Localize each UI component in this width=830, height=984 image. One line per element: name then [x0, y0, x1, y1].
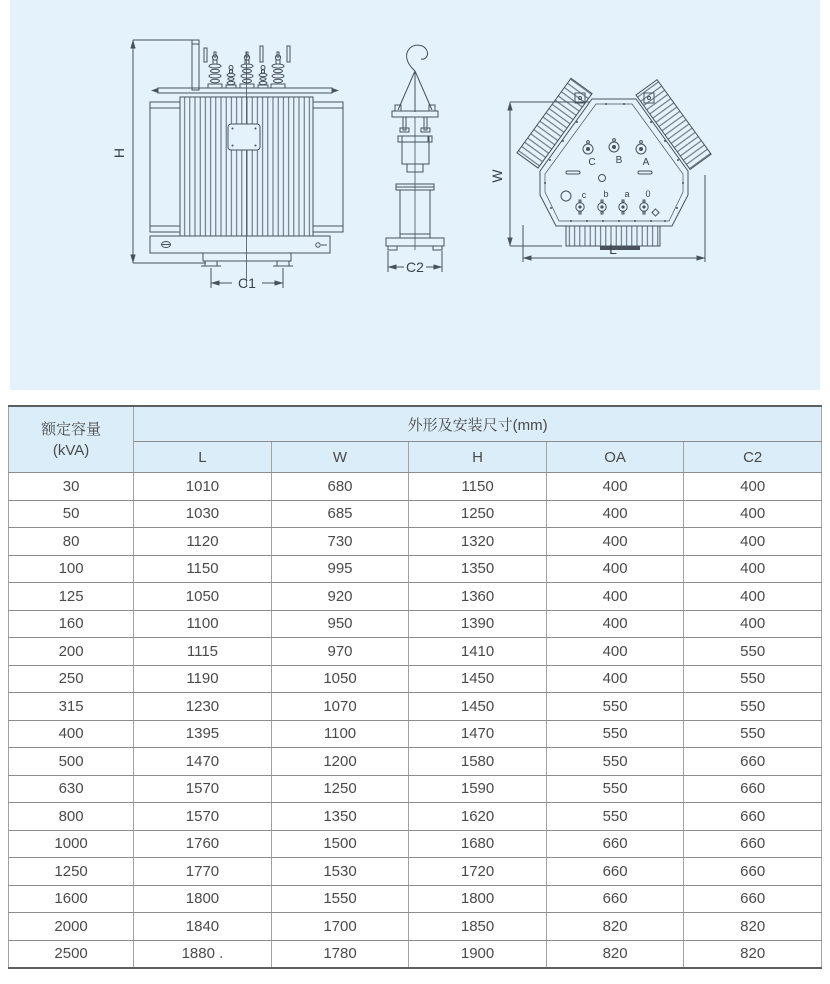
dimension-value: 1470 [409, 720, 547, 748]
table-row [9, 693, 822, 721]
dimension-value: 1700 [271, 913, 409, 941]
dimension-value: 1840 [134, 913, 272, 941]
table-row [9, 748, 822, 776]
dimension-value: 920 [271, 583, 409, 611]
table-row [9, 803, 822, 831]
capacity-value: 2500 [9, 940, 134, 968]
dimension-value: 550 [546, 775, 684, 803]
dimension-value: 1500 [271, 830, 409, 858]
table-header-row-group [9, 406, 822, 442]
dimension-value: 1570 [134, 803, 272, 831]
dimension-value: 1760 [134, 830, 272, 858]
table-row [9, 913, 822, 941]
dimension-value: 1190 [134, 665, 272, 693]
dimension-value: 1350 [409, 555, 547, 583]
dimension-value: 1115 [134, 638, 272, 666]
capacity-value: 125 [9, 583, 134, 611]
header-col-h: H [409, 442, 547, 473]
table-row [9, 885, 822, 913]
lv-label-b: b [603, 189, 609, 199]
dimension-value: 1250 [409, 500, 547, 528]
dimension-value: 1320 [409, 528, 547, 556]
lv-label-0: 0 [645, 189, 651, 199]
dimension-value: 550 [546, 748, 684, 776]
dimension-value: 1010 [134, 473, 272, 501]
lv-label-a: a [624, 189, 630, 199]
dimension-value: 950 [271, 610, 409, 638]
dimension-value: 550 [546, 803, 684, 831]
dimension-value: 1580 [409, 748, 547, 776]
table-row [9, 473, 822, 501]
dimension-value: 660 [684, 830, 822, 858]
table-row [9, 610, 822, 638]
top-view-diagram [489, 78, 711, 262]
dimension-value: 550 [684, 720, 822, 748]
phase-label-c: C [588, 157, 596, 168]
dim-label-h: H [111, 147, 127, 159]
dimension-value: 400 [546, 555, 684, 583]
capacity-value: 250 [9, 665, 134, 693]
dimension-value: 1250 [271, 775, 409, 803]
dimension-value: 660 [684, 748, 822, 776]
table-row [9, 665, 822, 693]
dimension-value: 400 [684, 528, 822, 556]
dimension-value: 660 [684, 885, 822, 913]
dim-label-w: W [489, 169, 505, 183]
table-row [9, 830, 822, 858]
dimension-value: 730 [271, 528, 409, 556]
dimension-value: 1120 [134, 528, 272, 556]
dimension-value: 1720 [409, 858, 547, 886]
dimension-value: 820 [684, 940, 822, 968]
dimension-value: 400 [684, 583, 822, 611]
dimension-value: 550 [684, 638, 822, 666]
capacity-value: 1600 [9, 885, 134, 913]
dimension-value: 1850 [409, 913, 547, 941]
table-row [9, 720, 822, 748]
dimension-value: 1780 [271, 940, 409, 968]
capacity-value: 400 [9, 720, 134, 748]
dimension-value: 550 [546, 693, 684, 721]
header-col-oa: OA [546, 442, 684, 473]
dimension-value: 1530 [271, 858, 409, 886]
dimension-value: 820 [546, 940, 684, 968]
dimension-value: 1070 [271, 693, 409, 721]
dimension-value: 1150 [134, 555, 272, 583]
dim-label-c2: C2 [406, 259, 424, 275]
dimension-value: 1620 [409, 803, 547, 831]
capacity-value: 315 [9, 693, 134, 721]
dim-label-l: L [609, 241, 617, 257]
front-view-diagram [111, 40, 343, 291]
dimension-value: 1570 [134, 775, 272, 803]
dimension-value: 820 [684, 913, 822, 941]
dimensions-table [8, 405, 822, 969]
dimension-value: 1050 [134, 583, 272, 611]
header-col-c2: C2 [684, 442, 822, 473]
dimension-value: 1360 [409, 583, 547, 611]
table-row [9, 858, 822, 886]
dimension-value: 1200 [271, 748, 409, 776]
table-row [9, 638, 822, 666]
phase-label-b: B [615, 155, 623, 166]
dimension-value: 660 [684, 803, 822, 831]
table-row [9, 583, 822, 611]
lv-label-c: c [581, 190, 587, 200]
dimension-value: 1150 [409, 473, 547, 501]
dimension-value: 660 [546, 858, 684, 886]
header-rated-capacity-line2: (kVA) [52, 441, 90, 459]
capacity-value: 500 [9, 748, 134, 776]
dim-label-c1: C1 [238, 275, 256, 291]
capacity-value: 1250 [9, 858, 134, 886]
dimension-value: 1800 [409, 885, 547, 913]
dimension-value: 400 [684, 555, 822, 583]
capacity-value: 630 [9, 775, 134, 803]
capacity-value: 800 [9, 803, 134, 831]
header-col-w: W [271, 442, 409, 473]
phase-label-a: A [642, 157, 650, 168]
dimension-value: 660 [546, 885, 684, 913]
capacity-value: 50 [9, 500, 134, 528]
capacity-value: 80 [9, 528, 134, 556]
dimension-value: 400 [684, 500, 822, 528]
capacity-value: 100 [9, 555, 134, 583]
dimension-value: 400 [546, 500, 684, 528]
dimension-value: 1900 [409, 940, 547, 968]
table-row [9, 555, 822, 583]
dimension-value: 660 [546, 830, 684, 858]
table-row [9, 775, 822, 803]
dimension-value: 400 [684, 610, 822, 638]
dimension-value: 1880 . [134, 940, 272, 968]
dimension-value: 1350 [271, 803, 409, 831]
dimension-value: 550 [684, 693, 822, 721]
dimension-value: 680 [271, 473, 409, 501]
dimension-value: 1450 [409, 665, 547, 693]
dimension-value: 1390 [409, 610, 547, 638]
dimension-value: 1550 [271, 885, 409, 913]
dimension-value: 1100 [134, 610, 272, 638]
dimension-value: 660 [684, 775, 822, 803]
dimension-value: 400 [546, 610, 684, 638]
dimension-value: 1470 [134, 748, 272, 776]
table-body [9, 473, 822, 969]
capacity-value: 160 [9, 610, 134, 638]
header-dimensions-group: 外形及安装尺寸(mm) [134, 406, 822, 442]
dimension-value: 550 [684, 665, 822, 693]
header-rated-capacity-line1: 额定容量 [41, 420, 102, 438]
dimension-value: 400 [546, 528, 684, 556]
lifting-diagram [386, 45, 444, 275]
dimension-value: 400 [546, 583, 684, 611]
transformer-drawings [0, 0, 830, 392]
dimension-value: 1590 [409, 775, 547, 803]
table-row [9, 940, 822, 968]
dimension-value: 1050 [271, 665, 409, 693]
dimension-value: 1800 [134, 885, 272, 913]
header-rated-capacity [9, 406, 134, 473]
table-row [9, 500, 822, 528]
capacity-value: 1000 [9, 830, 134, 858]
capacity-value: 30 [9, 473, 134, 501]
dimension-value: 685 [271, 500, 409, 528]
capacity-value: 2000 [9, 913, 134, 941]
capacity-value: 200 [9, 638, 134, 666]
dimension-value: 550 [546, 720, 684, 748]
dimension-value: 1230 [134, 693, 272, 721]
dimension-value: 400 [546, 665, 684, 693]
dimension-value: 660 [684, 858, 822, 886]
dimension-value: 1410 [409, 638, 547, 666]
header-col-l: L [134, 442, 272, 473]
dimension-value: 1680 [409, 830, 547, 858]
dimension-value: 820 [546, 913, 684, 941]
dimension-value: 1395 [134, 720, 272, 748]
dimension-value: 970 [271, 638, 409, 666]
dimension-value: 1100 [271, 720, 409, 748]
dimension-value: 1030 [134, 500, 272, 528]
dimension-value: 400 [546, 638, 684, 666]
dimension-value: 1450 [409, 693, 547, 721]
dimension-value: 400 [684, 473, 822, 501]
table-row [9, 528, 822, 556]
dimension-value: 1770 [134, 858, 272, 886]
dimension-value: 400 [546, 473, 684, 501]
dimension-value: 995 [271, 555, 409, 583]
